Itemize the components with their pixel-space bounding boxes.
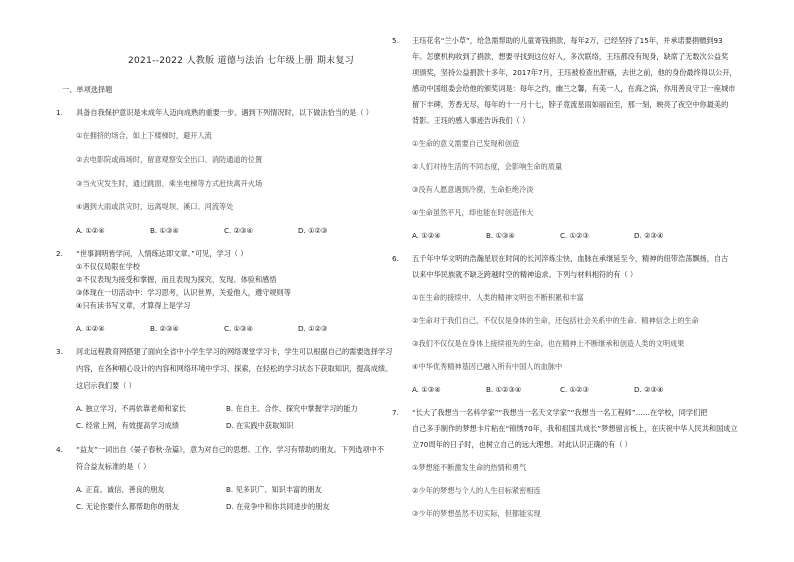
question-stem-line: 留下丰碑，芳香无尽，每年的十一月十七，脖子竟流星雨如丽而至，那一刻，映亮了夜空中你最美的 (412, 100, 729, 109)
statement: ③没有人愿意遇到冷漠，生命拒绝冷淡 (412, 185, 534, 194)
question-number: 4. (56, 445, 63, 454)
question-stem-line: 河北远程教育网搭建了面向全省中小学生学习的网络课堂学习卡，学生可以根据自己的需要选择学习 (76, 347, 393, 356)
statement: ②人们对待生活的不同态度，会影响生命的质量 (412, 162, 563, 171)
answer-options (76, 226, 372, 235)
option-b[interactable]: B. 见多识广、知识丰富的朋友 (226, 485, 322, 494)
answer-options-row (76, 421, 376, 430)
answer-options-row (76, 404, 376, 413)
option-d[interactable]: D. 在竞争中和你共同进步的朋友 (226, 502, 330, 511)
option-c[interactable]: C. ②③④ (224, 226, 253, 235)
question-number: 3. (56, 347, 63, 356)
question-stem-line: 这启示我们要（ ） (76, 381, 136, 390)
question-number: 6. (392, 254, 399, 263)
question-3 (56, 347, 393, 356)
option-a[interactable]: A. ①③④ (412, 385, 441, 394)
answer-options-row (76, 485, 376, 494)
question-stem-line: 年。怎麽机构收到了捐款，想要寻找到这位好人，多次联络，王珏都没有现身，缺席了无数次公益奖 (412, 52, 729, 61)
option-b[interactable]: B. ①②③④ (486, 385, 522, 394)
statement: ①梦想能不断激发生命的热情和勇气 (412, 463, 527, 472)
statement: ①生命的意义需要自己发现和创造 (412, 139, 520, 148)
question-stem-line: 五千年中华文明的浩瀚星辰在时间的长河淬炼尘快，血脉在承继延至今，精神的纽带浩荡飘扬，自古 (412, 254, 729, 263)
answer-options-row (76, 502, 376, 511)
question-stem-line: 内容，在各种精心设计的内容和网络环境中学习、探索，在轻松的学习状态下获取知识，提高成绩。 (76, 364, 393, 373)
question-6 (392, 254, 729, 263)
option-c[interactable]: C. 经常上网，有效提高学习成绩 (76, 421, 180, 430)
question-number: 7. (392, 408, 399, 417)
option-a[interactable]: A. ①②④ (76, 324, 105, 333)
option-b[interactable]: B. ①③④ (150, 226, 179, 235)
statement: ②去电影院或商场时，留意观察安全出口、消防通道的位置 (76, 155, 263, 164)
statement: ③少年的梦想虽然不切实际，但都能实现 (412, 509, 541, 518)
question-stem: “世事洞明皆学问，人情练达即文章。”可见，学习（ ） (76, 249, 248, 258)
answer-options (412, 385, 708, 394)
question-stem-line: “长大了我想当一名科学家”“我想当一名天文学家”“我想当一名工程师”……在学校，同学们把 (412, 408, 708, 417)
option-b[interactable]: B. 在自主、合作、探究中掌握学习的能力 (226, 404, 358, 413)
question-stem-line: “益友”一词出自《晏子春秋·杂篇》，意为对自己的思想、工作、学习有帮助的朋友。下列选项中不 (76, 445, 385, 454)
option-d[interactable]: D. ②③④ (634, 231, 664, 240)
statement: ②不仅表现为接受和掌握，而且表现为探究、发现、体验和感悟 (76, 275, 277, 284)
option-a[interactable]: A. 正直、诚信、善良的朋友 (76, 485, 165, 494)
question-stem-line: 项颁奖，坚持公益捐款十多年，2017年7月，王珏被检查出肝癌，去世之前，他的身份最终得以公开， (412, 68, 737, 77)
statement: ②少年的梦想与个人的人生目标紧密相连 (412, 486, 541, 495)
question-number: 1. (56, 108, 63, 117)
option-a[interactable]: A. 独立学习，不再依靠老师和家长 (76, 404, 186, 413)
statement: ④中华优秀精神基因已融入所有中国人的血脉中 (412, 362, 563, 371)
question-1 (56, 108, 373, 117)
option-d[interactable]: D. ①②③ (298, 324, 328, 333)
question-stem-line: 以来中华民族就不缺乏跨越时空的精神追求。下列与材料相符的有（ ） (412, 270, 638, 279)
answer-options (412, 231, 708, 240)
question-7 (392, 408, 708, 417)
statement: ②生命对于我们自己，不仅仅是身体的生命，还包括社会关系中的生命、精神信念上的生命 (412, 316, 699, 325)
statement: ①在生命的接续中，人类的精神文明也不断积累和丰富 (412, 293, 584, 302)
option-a[interactable]: A. ①②④ (412, 231, 441, 240)
page-title: 2021--2022 人教版 道德与法治 七年级上册 期末复习 (128, 56, 355, 66)
statement: ④只有读书写文章，才算得上是学习 (76, 301, 191, 310)
option-d[interactable]: D. ①②③ (298, 226, 328, 235)
option-b[interactable]: B. ①③④ (486, 231, 515, 240)
question-stem-line: 自己多手制作的梦想卡片粘在“锦绣70年，我和祖国共成长”梦想留言板上，在庆祝中华人民共和国成立 (412, 424, 738, 433)
statement: ③我们不仅仅是在身体上接续祖先的生命，也在精神上不断继承和创造人类的文明成果 (412, 339, 685, 348)
option-d[interactable]: D. 在实践中获取知识 (226, 421, 294, 430)
question-5 (392, 36, 723, 45)
option-a[interactable]: A. ①②④ (76, 226, 105, 235)
question-4 (56, 445, 385, 454)
section-heading: 一、单项选择题 (62, 85, 113, 94)
question-stem-line: 背影。王珏的感人事迹告诉我们（ ） (412, 116, 530, 125)
statement: ①不仅仅局限在学校 (76, 262, 140, 271)
option-b[interactable]: B. ②③④ (150, 324, 179, 333)
question-number: 5. (392, 36, 399, 45)
question-stem-line: 符合益友标准的是（ ） (76, 462, 151, 471)
option-d[interactable]: D. ②③④ (634, 385, 664, 394)
option-c[interactable]: C. 无论你要什么都帮助你的朋友 (76, 502, 180, 511)
question-stem-line: 立70周年的日子时，也树立自己的远大理想。对此认识正确的有（ ） (412, 440, 632, 449)
question-stem: 具备自我保护意识是未成年人迈向成熟的重要一步。遇到下列情况时，以下做法恰当的是（ ） (76, 108, 373, 117)
statement: ④生命虽然平凡，却也能在时创造伟大 (412, 208, 534, 217)
statement: ④遇到大雨或洪灾时，远离堤坝、溪口、河流等处 (76, 202, 234, 211)
statement: ①在拥挤的场合，如上下楼梯时，避开人流 (76, 131, 212, 140)
option-c[interactable]: C. ①③④ (224, 324, 253, 333)
question-stem-line: 王珏花名“兰小草”，给急需帮助的儿童寄钱捐款，每年2万，已经坚持了15年，并承诺要捐赠到93 (412, 36, 723, 45)
statement: ③体现在一切活动中：学习思考，认识世界，关爱他人，遵守规则等 (76, 288, 291, 297)
option-c[interactable]: C. ①②③ (560, 385, 589, 394)
question-number: 2. (56, 249, 63, 258)
answer-options (76, 324, 372, 333)
question-stem-line: 感动中国组委会给他的颁奖词是：每年之约，幽兰之馨，有美一人，在海之滨，你用善良守卫一座城市 (412, 84, 736, 93)
statement: ③当火灾发生时，通过跳窗、乘坐电梯等方式赶快离开火场 (76, 179, 263, 188)
question-2 (56, 249, 248, 258)
option-c[interactable]: C. ①②③ (560, 231, 589, 240)
